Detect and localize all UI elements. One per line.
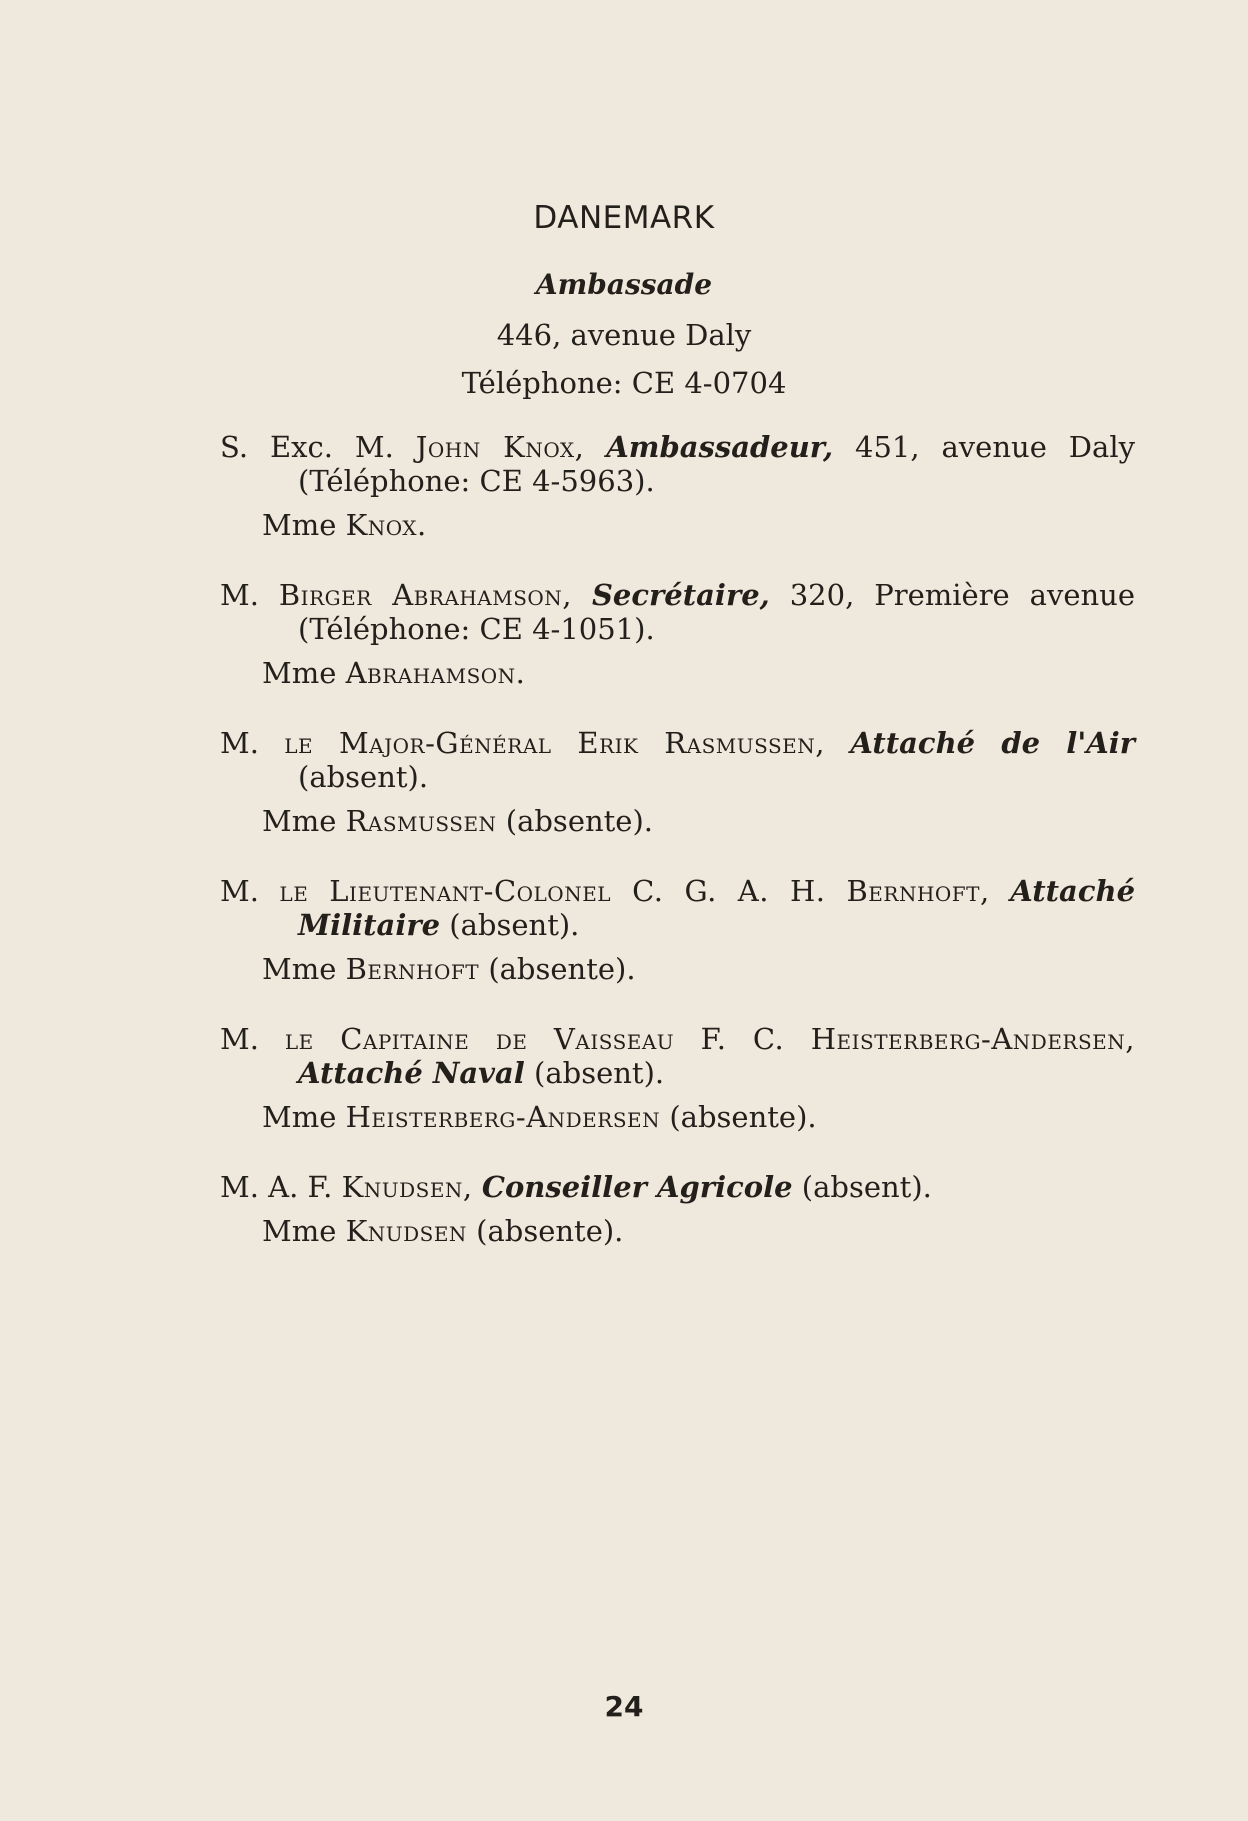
- spouse-prefix: Mme: [262, 1100, 346, 1134]
- staff-prefix: M.: [220, 726, 285, 760]
- staff-name: John Knox,: [415, 430, 585, 464]
- spouse-line: [220, 656, 1135, 690]
- staff-title: Conseiller Agricole: [481, 1170, 793, 1204]
- spouse-status: (absente).: [660, 1100, 817, 1134]
- spouse-prefix: Mme: [262, 656, 346, 690]
- staff-title: Attaché de l'Air: [850, 726, 1135, 760]
- staff-name: le Lieutenant-Colonel C. G. A. H. Bernhoft,: [279, 874, 990, 908]
- staff-entry: [220, 1022, 1135, 1134]
- staff-line: [220, 726, 1135, 794]
- spouse-name: Knox.: [345, 508, 427, 542]
- spouse-name: Abrahamson.: [345, 656, 526, 690]
- spouse-name: Rasmussen: [345, 804, 497, 838]
- spouse-name: Bernhoft: [345, 952, 480, 986]
- staff-title: Attaché Militaire: [298, 874, 1136, 942]
- staff-entry: [220, 726, 1135, 838]
- staff-entry: [220, 578, 1135, 690]
- staff-entry: [220, 874, 1135, 986]
- spouse-prefix: Mme: [262, 804, 346, 838]
- staff-name: le Major-Général Erik Rasmussen,: [284, 726, 825, 760]
- staff-prefix: M.: [220, 874, 280, 908]
- section-subtitle: Ambassade: [535, 268, 713, 301]
- spouse-prefix: Mme: [262, 952, 346, 986]
- staff-prefix: M.: [220, 578, 279, 612]
- staff-details: 451, avenue Daly (Téléphone: CE 4-5963).: [298, 430, 1135, 498]
- staff-prefix: M. A. F.: [220, 1170, 342, 1204]
- embassy-address: 446, avenue Daly: [496, 318, 752, 352]
- staff-list: [220, 430, 1135, 1284]
- spouse-status: (absente).: [496, 804, 654, 838]
- spouse-status: (absente).: [466, 1214, 624, 1248]
- staff-details: (absent).: [792, 1170, 932, 1204]
- staff-prefix: S. Exc. M.: [220, 430, 416, 464]
- spouse-name: Knudsen: [345, 1214, 467, 1248]
- staff-name: Knudsen,: [341, 1170, 473, 1204]
- spouse-line: [220, 804, 1135, 838]
- spouse-line: [220, 508, 1135, 542]
- staff-details: 320, Première avenue (Téléphone: CE 4-1051).: [298, 578, 1136, 646]
- spouse-status: (absente).: [479, 952, 636, 986]
- staff-line: [220, 1022, 1135, 1090]
- spouse-prefix: Mme: [262, 1214, 346, 1248]
- staff-title: Ambassadeur,: [606, 430, 834, 464]
- spouse-line: [220, 1100, 1135, 1134]
- spouse-line: [220, 952, 1135, 986]
- country-heading: DANEMARK: [533, 200, 715, 236]
- staff-details: (absent).: [524, 1056, 665, 1090]
- staff-prefix: M.: [220, 1022, 285, 1056]
- staff-line: [220, 874, 1135, 942]
- spouse-prefix: Mme: [262, 508, 346, 542]
- staff-name: Birger Abrahamson,: [278, 578, 573, 612]
- staff-title: Secrétaire,: [591, 578, 770, 612]
- staff-line: [220, 578, 1135, 646]
- staff-entry: [220, 430, 1135, 542]
- staff-details: (absent).: [298, 760, 429, 794]
- staff-details: (absent).: [440, 908, 580, 942]
- staff-entry: [220, 1170, 1135, 1248]
- staff-name: le Capitaine de Vaisseau F. C. Heisterberg-Andersen,: [284, 1022, 1135, 1056]
- page-number: 24: [604, 1690, 644, 1723]
- staff-line: [220, 430, 1135, 498]
- staff-line: [220, 1170, 1135, 1204]
- spouse-name: Heisterberg-Andersen: [345, 1100, 661, 1134]
- embassy-phone: Téléphone: CE 4-0704: [461, 366, 787, 400]
- staff-title: Attaché Naval: [298, 1056, 525, 1090]
- spouse-line: [220, 1214, 1135, 1248]
